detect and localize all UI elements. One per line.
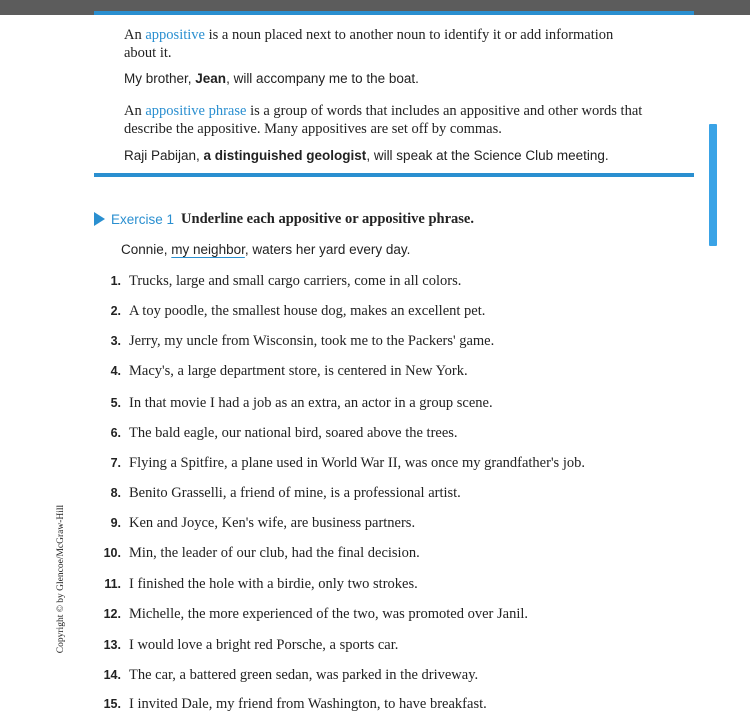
exercise-instruction: Underline each appositive or appositive phrase. bbox=[181, 210, 474, 227]
exercise-item bbox=[88, 484, 688, 502]
section-rule bbox=[94, 173, 694, 177]
item-text: Michelle, the more experienced of the two, was promoted over Janil. bbox=[129, 606, 529, 622]
item-text: In that movie I had a job as an extra, an actor in a group scene. bbox=[129, 395, 493, 411]
exercise-item bbox=[88, 544, 688, 562]
item-number: 8. bbox=[110, 486, 121, 500]
item-number: 14. bbox=[103, 668, 121, 682]
item-text: I invited Dale, my friend from Washington, to have breakfast. bbox=[129, 696, 487, 712]
copyright-notice: Copyright © by Glencoe/McGraw-Hill bbox=[56, 504, 66, 654]
item-text: The bald eagle, our national bird, soared above the trees. bbox=[129, 425, 458, 441]
appositive-phrase-definition: An appositive phrase is a group of words that includes an appositive and other words that describe the appositive. Many appositives are set off by commas. bbox=[124, 103, 643, 137]
exercise-item bbox=[88, 575, 688, 593]
item-text: Jerry, my uncle from Wisconsin, took me to the Packers' game. bbox=[129, 333, 495, 349]
item-text: I finished the hole with a birdie, only two strokes. bbox=[129, 576, 418, 592]
appositive-definition: An appositive is a noun placed next to another noun to identify it or add information about it. bbox=[124, 27, 614, 61]
item-text: Ken and Joyce, Ken's wife, are business partners. bbox=[129, 515, 416, 531]
item-number: 5. bbox=[110, 396, 121, 410]
exercise-item bbox=[88, 666, 688, 684]
exercise-item bbox=[88, 454, 688, 472]
exercise-item bbox=[88, 695, 688, 713]
exercise-label: Exercise 1 bbox=[111, 211, 175, 227]
item-text: Min, the leader of our club, had the final decision. bbox=[129, 545, 420, 561]
exercise-heading bbox=[94, 210, 474, 228]
item-number: 7. bbox=[110, 456, 121, 470]
exercise-item bbox=[88, 272, 688, 290]
sample-underlined-appositive: my neighbor bbox=[171, 242, 245, 257]
item-text: Benito Grasselli, a friend of mine, is a professional artist. bbox=[129, 485, 461, 501]
example-appositive-phrase: a distinguished geologist bbox=[203, 148, 367, 163]
item-number: 9. bbox=[110, 516, 121, 530]
item-text: Macy's, a large department store, is centered in New York. bbox=[129, 363, 468, 379]
appositive-example: My brother, Jean, will accompany me to the boat. bbox=[124, 71, 419, 86]
exercise-item bbox=[88, 424, 688, 442]
scrollbar[interactable] bbox=[709, 124, 717, 246]
exercise-item bbox=[88, 514, 688, 532]
item-number: 1. bbox=[110, 274, 121, 288]
item-number: 2. bbox=[110, 304, 121, 318]
item-number: 13. bbox=[103, 638, 121, 652]
triangle-bullet-icon bbox=[94, 212, 105, 226]
term-appositive-phrase: appositive phrase bbox=[145, 103, 247, 119]
item-number: 10. bbox=[103, 546, 121, 560]
item-number: 4. bbox=[110, 364, 121, 378]
item-text: Trucks, large and small cargo carriers, come in all colors. bbox=[129, 273, 462, 289]
exercise-item bbox=[88, 636, 688, 654]
item-text: I would love a bright red Porsche, a sports car. bbox=[129, 637, 399, 653]
exercise-item bbox=[88, 302, 688, 320]
item-number: 12. bbox=[103, 607, 121, 621]
top-rule bbox=[94, 11, 694, 15]
item-number: 15. bbox=[103, 697, 121, 711]
term-appositive: appositive bbox=[145, 27, 205, 43]
appositive-phrase-example: Raji Pabijan, a distinguished geologist, will speak at the Science Club meeting. bbox=[124, 148, 609, 163]
exercise-item bbox=[88, 605, 688, 623]
example-appositive: Jean bbox=[195, 71, 227, 86]
exercise-item bbox=[88, 394, 688, 412]
sample-sentence: Connie, my neighbor, waters her yard every day. bbox=[121, 242, 411, 257]
item-number: 11. bbox=[104, 577, 121, 591]
exercise-item bbox=[88, 362, 688, 380]
item-number: 6. bbox=[110, 426, 121, 440]
item-number: 3. bbox=[110, 334, 121, 348]
item-text: A toy poodle, the smallest house dog, makes an excellent pet. bbox=[129, 303, 486, 319]
item-text: The car, a battered green sedan, was parked in the driveway. bbox=[129, 667, 479, 683]
item-text: Flying a Spitfire, a plane used in World War II, was once my grandfather's job. bbox=[129, 455, 585, 471]
exercise-item bbox=[88, 332, 688, 350]
